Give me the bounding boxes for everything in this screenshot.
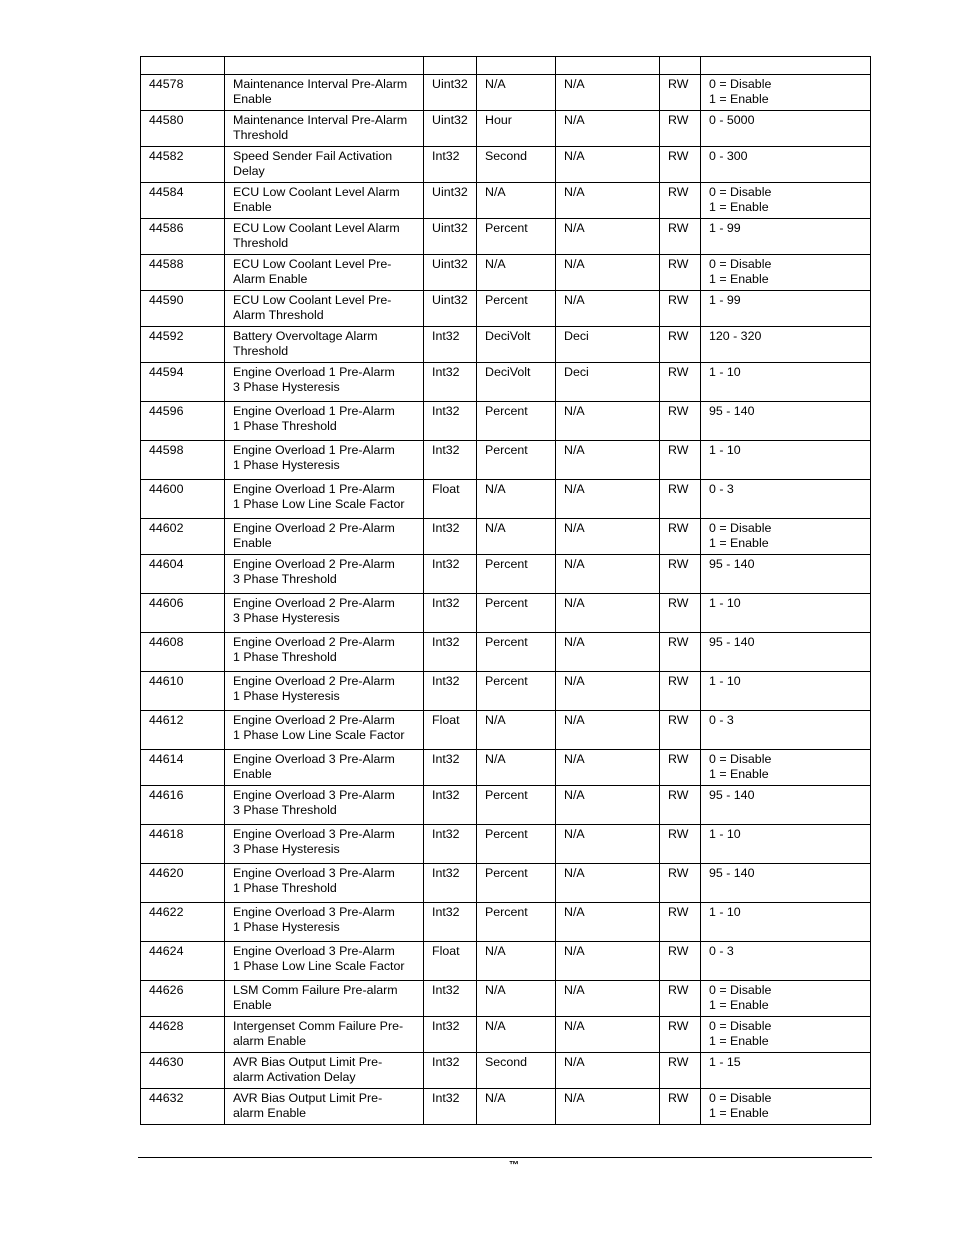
data-type-cell: Uint32 (424, 111, 477, 147)
description-cell: Engine Overload 2 Pre-Alarm 1 Phase Threshold (225, 633, 424, 672)
register-number-cell: 44632 (141, 1089, 225, 1125)
access-cell: RW (660, 750, 701, 786)
units-cell: Second (477, 1053, 556, 1089)
description-cell: Engine Overload 1 Pre-Alarm 1 Phase Low Line Scale Factor (225, 480, 424, 519)
table-row (141, 255, 871, 291)
register-number-cell: 44614 (141, 750, 225, 786)
description-cell: AVR Bias Output Limit Pre- alarm Activation Delay (225, 1053, 424, 1089)
table-row (141, 111, 871, 147)
description-cell: Engine Overload 2 Pre-Alarm 3 Phase Threshold (225, 555, 424, 594)
data-type-cell: Int32 (424, 594, 477, 633)
access-cell: RW (660, 942, 701, 981)
range-cell: 95 - 140 (701, 555, 871, 594)
units-cell: Percent (477, 555, 556, 594)
table-row (141, 786, 871, 825)
description-cell: Engine Overload 3 Pre-Alarm 1 Phase Low Line Scale Factor (225, 942, 424, 981)
table-row (141, 441, 871, 480)
scale-cell: N/A (556, 864, 660, 903)
units-cell: Percent (477, 441, 556, 480)
table-row (141, 594, 871, 633)
scale-cell: N/A (556, 981, 660, 1017)
scale-cell: N/A (556, 255, 660, 291)
description-cell: Maintenance Interval Pre-Alarm Enable (225, 75, 424, 111)
table-row (141, 327, 871, 363)
table-row (141, 1089, 871, 1125)
units-cell: Hour (477, 111, 556, 147)
header-cell (660, 57, 701, 75)
range-cell: 95 - 140 (701, 633, 871, 672)
scale-cell: N/A (556, 1053, 660, 1089)
access-cell: RW (660, 825, 701, 864)
scale-cell: N/A (556, 555, 660, 594)
register-number-cell: 44616 (141, 786, 225, 825)
access-cell: RW (660, 75, 701, 111)
description-cell: Engine Overload 1 Pre-Alarm 1 Phase Threshold (225, 402, 424, 441)
scale-cell: N/A (556, 519, 660, 555)
table-row (141, 402, 871, 441)
register-number-cell: 44620 (141, 864, 225, 903)
access-cell: RW (660, 1017, 701, 1053)
register-number-cell: 44606 (141, 594, 225, 633)
access-cell: RW (660, 111, 701, 147)
access-cell: RW (660, 594, 701, 633)
description-cell: Engine Overload 2 Pre-Alarm 3 Phase Hysteresis (225, 594, 424, 633)
description-cell: Maintenance Interval Pre-Alarm Threshold (225, 111, 424, 147)
description-cell: Engine Overload 3 Pre-Alarm 3 Phase Threshold (225, 786, 424, 825)
table-row (141, 480, 871, 519)
data-type-cell: Int32 (424, 864, 477, 903)
scale-cell: Deci (556, 363, 660, 402)
register-number-cell: 44630 (141, 1053, 225, 1089)
access-cell: RW (660, 672, 701, 711)
units-cell: Percent (477, 786, 556, 825)
data-type-cell: Uint32 (424, 183, 477, 219)
units-cell: N/A (477, 183, 556, 219)
register-table-body (141, 57, 871, 1125)
access-cell: RW (660, 402, 701, 441)
scale-cell: N/A (556, 480, 660, 519)
range-cell: 1 - 99 (701, 219, 871, 255)
range-cell: 1 - 10 (701, 363, 871, 402)
access-cell: RW (660, 291, 701, 327)
table-row (141, 183, 871, 219)
units-cell: N/A (477, 255, 556, 291)
table-row (141, 864, 871, 903)
access-cell: RW (660, 519, 701, 555)
range-cell: 1 - 99 (701, 291, 871, 327)
table-row (141, 1053, 871, 1089)
description-cell: Engine Overload 3 Pre-Alarm 3 Phase Hysteresis (225, 825, 424, 864)
register-number-cell: 44596 (141, 402, 225, 441)
header-cell (556, 57, 660, 75)
register-number-cell: 44582 (141, 147, 225, 183)
data-type-cell: Int32 (424, 402, 477, 441)
access-cell: RW (660, 981, 701, 1017)
units-cell: Second (477, 147, 556, 183)
range-cell: 95 - 140 (701, 864, 871, 903)
table-row (141, 903, 871, 942)
data-type-cell: Float (424, 942, 477, 981)
description-cell: ECU Low Coolant Level Alarm Enable (225, 183, 424, 219)
data-type-cell: Int32 (424, 672, 477, 711)
range-cell: 0 - 3 (701, 480, 871, 519)
units-cell: Percent (477, 825, 556, 864)
units-cell: Percent (477, 402, 556, 441)
description-cell: Engine Overload 3 Pre-Alarm 1 Phase Hysteresis (225, 903, 424, 942)
data-type-cell: Int32 (424, 519, 477, 555)
data-type-cell: Uint32 (424, 219, 477, 255)
units-cell: N/A (477, 1089, 556, 1125)
description-cell: ECU Low Coolant Level Pre- Alarm Enable (225, 255, 424, 291)
range-cell: 1 - 10 (701, 594, 871, 633)
access-cell: RW (660, 480, 701, 519)
units-cell: Percent (477, 219, 556, 255)
access-cell: RW (660, 363, 701, 402)
units-cell: N/A (477, 1017, 556, 1053)
description-cell: Engine Overload 3 Pre-Alarm Enable (225, 750, 424, 786)
register-number-cell: 44622 (141, 903, 225, 942)
units-cell: Percent (477, 291, 556, 327)
table-row (141, 75, 871, 111)
scale-cell: N/A (556, 825, 660, 864)
scale-cell: N/A (556, 942, 660, 981)
units-cell: N/A (477, 519, 556, 555)
access-cell: RW (660, 711, 701, 750)
access-cell: RW (660, 633, 701, 672)
table-row (141, 825, 871, 864)
scale-cell: N/A (556, 402, 660, 441)
units-cell: N/A (477, 981, 556, 1017)
range-cell: 0 = Disable 1 = Enable (701, 981, 871, 1017)
access-cell: RW (660, 1089, 701, 1125)
units-cell: Percent (477, 633, 556, 672)
data-type-cell: Int32 (424, 825, 477, 864)
range-cell: 95 - 140 (701, 402, 871, 441)
description-cell: LSM Comm Failure Pre-alarm Enable (225, 981, 424, 1017)
units-cell: Percent (477, 672, 556, 711)
table-row (141, 363, 871, 402)
table-row (141, 519, 871, 555)
data-type-cell: Int32 (424, 147, 477, 183)
scale-cell: N/A (556, 441, 660, 480)
register-number-cell: 44594 (141, 363, 225, 402)
data-type-cell: Uint32 (424, 75, 477, 111)
register-number-cell: 44580 (141, 111, 225, 147)
register-number-cell: 44598 (141, 441, 225, 480)
data-type-cell: Float (424, 711, 477, 750)
data-type-cell: Int32 (424, 555, 477, 594)
data-type-cell: Int32 (424, 750, 477, 786)
range-cell: 0 = Disable 1 = Enable (701, 1089, 871, 1125)
data-type-cell: Float (424, 480, 477, 519)
range-cell: 1 - 15 (701, 1053, 871, 1089)
data-type-cell: Int32 (424, 1017, 477, 1053)
units-cell: Percent (477, 864, 556, 903)
access-cell: RW (660, 327, 701, 363)
range-cell: 1 - 10 (701, 903, 871, 942)
register-number-cell: 44612 (141, 711, 225, 750)
register-number-cell: 44626 (141, 981, 225, 1017)
scale-cell: N/A (556, 111, 660, 147)
range-cell: 0 = Disable 1 = Enable (701, 183, 871, 219)
scale-cell: N/A (556, 219, 660, 255)
units-cell: Percent (477, 903, 556, 942)
access-cell: RW (660, 1053, 701, 1089)
data-type-cell: Int32 (424, 633, 477, 672)
description-cell: AVR Bias Output Limit Pre- alarm Enable (225, 1089, 424, 1125)
data-type-cell: Int32 (424, 441, 477, 480)
register-number-cell: 44624 (141, 942, 225, 981)
range-cell: 1 - 10 (701, 825, 871, 864)
scale-cell: N/A (556, 594, 660, 633)
description-cell: Intergenset Comm Failure Pre- alarm Enable (225, 1017, 424, 1053)
scale-cell: N/A (556, 903, 660, 942)
scale-cell: N/A (556, 291, 660, 327)
units-cell: N/A (477, 942, 556, 981)
range-cell: 0 - 300 (701, 147, 871, 183)
header-cell (701, 57, 871, 75)
range-cell: 0 = Disable 1 = Enable (701, 750, 871, 786)
scale-cell: N/A (556, 633, 660, 672)
table-row (141, 633, 871, 672)
scale-cell: N/A (556, 672, 660, 711)
register-number-cell: 44600 (141, 480, 225, 519)
units-cell: N/A (477, 711, 556, 750)
units-cell: N/A (477, 480, 556, 519)
register-number-cell: 44586 (141, 219, 225, 255)
register-number-cell: 44602 (141, 519, 225, 555)
data-type-cell: Int32 (424, 327, 477, 363)
table-row (141, 291, 871, 327)
data-type-cell: Int32 (424, 786, 477, 825)
header-cell (477, 57, 556, 75)
range-cell: 0 = Disable 1 = Enable (701, 255, 871, 291)
data-type-cell: Int32 (424, 363, 477, 402)
table-row (141, 750, 871, 786)
description-cell: Speed Sender Fail Activation Delay (225, 147, 424, 183)
units-cell: Percent (477, 594, 556, 633)
range-cell: 0 - 5000 (701, 111, 871, 147)
description-cell: Engine Overload 2 Pre-Alarm 1 Phase Low Line Scale Factor (225, 711, 424, 750)
access-cell: RW (660, 786, 701, 825)
units-cell: N/A (477, 750, 556, 786)
range-cell: 0 - 3 (701, 711, 871, 750)
scale-cell: N/A (556, 183, 660, 219)
scale-cell: N/A (556, 786, 660, 825)
scale-cell: N/A (556, 75, 660, 111)
units-cell: DeciVolt (477, 363, 556, 402)
table-row (141, 555, 871, 594)
range-cell: 0 = Disable 1 = Enable (701, 1017, 871, 1053)
description-cell: Engine Overload 2 Pre-Alarm Enable (225, 519, 424, 555)
scale-cell: Deci (556, 327, 660, 363)
access-cell: RW (660, 555, 701, 594)
register-number-cell: 44610 (141, 672, 225, 711)
table-header-row (141, 57, 871, 75)
description-cell: Engine Overload 1 Pre-Alarm 3 Phase Hysteresis (225, 363, 424, 402)
trademark-symbol: ™ (509, 1160, 519, 1171)
data-type-cell: Uint32 (424, 291, 477, 327)
access-cell: RW (660, 441, 701, 480)
register-number-cell: 44590 (141, 291, 225, 327)
description-cell: ECU Low Coolant Level Pre- Alarm Threshold (225, 291, 424, 327)
access-cell: RW (660, 903, 701, 942)
access-cell: RW (660, 219, 701, 255)
range-cell: 1 - 10 (701, 672, 871, 711)
scale-cell: N/A (556, 1017, 660, 1053)
header-cell (424, 57, 477, 75)
table-row (141, 147, 871, 183)
description-cell: Battery Overvoltage Alarm Threshold (225, 327, 424, 363)
scale-cell: N/A (556, 711, 660, 750)
access-cell: RW (660, 183, 701, 219)
description-cell: Engine Overload 2 Pre-Alarm 1 Phase Hysteresis (225, 672, 424, 711)
table-row (141, 981, 871, 1017)
data-type-cell: Int32 (424, 1053, 477, 1089)
access-cell: RW (660, 255, 701, 291)
scale-cell: N/A (556, 147, 660, 183)
range-cell: 1 - 10 (701, 441, 871, 480)
table-row (141, 711, 871, 750)
units-cell: N/A (477, 75, 556, 111)
data-type-cell: Int32 (424, 1089, 477, 1125)
scale-cell: N/A (556, 1089, 660, 1125)
register-number-cell: 44618 (141, 825, 225, 864)
description-cell: ECU Low Coolant Level Alarm Threshold (225, 219, 424, 255)
data-type-cell: Int32 (424, 981, 477, 1017)
table-row (141, 1017, 871, 1053)
register-number-cell: 44608 (141, 633, 225, 672)
register-number-cell: 44604 (141, 555, 225, 594)
data-type-cell: Uint32 (424, 255, 477, 291)
range-cell: 95 - 140 (701, 786, 871, 825)
range-cell: 0 = Disable 1 = Enable (701, 519, 871, 555)
register-number-cell: 44628 (141, 1017, 225, 1053)
table-row (141, 219, 871, 255)
table-row (141, 672, 871, 711)
register-number-cell: 44584 (141, 183, 225, 219)
access-cell: RW (660, 147, 701, 183)
table-row (141, 942, 871, 981)
register-number-cell: 44578 (141, 75, 225, 111)
units-cell: DeciVolt (477, 327, 556, 363)
scale-cell: N/A (556, 750, 660, 786)
access-cell: RW (660, 864, 701, 903)
range-cell: 0 = Disable 1 = Enable (701, 75, 871, 111)
register-number-cell: 44588 (141, 255, 225, 291)
register-number-cell: 44592 (141, 327, 225, 363)
range-cell: 0 - 3 (701, 942, 871, 981)
header-cell (141, 57, 225, 75)
register-table (140, 56, 871, 1125)
data-type-cell: Int32 (424, 903, 477, 942)
description-cell: Engine Overload 1 Pre-Alarm 1 Phase Hysteresis (225, 441, 424, 480)
footer-rule (138, 1157, 872, 1158)
header-cell (225, 57, 424, 75)
description-cell: Engine Overload 3 Pre-Alarm 1 Phase Threshold (225, 864, 424, 903)
range-cell: 120 - 320 (701, 327, 871, 363)
